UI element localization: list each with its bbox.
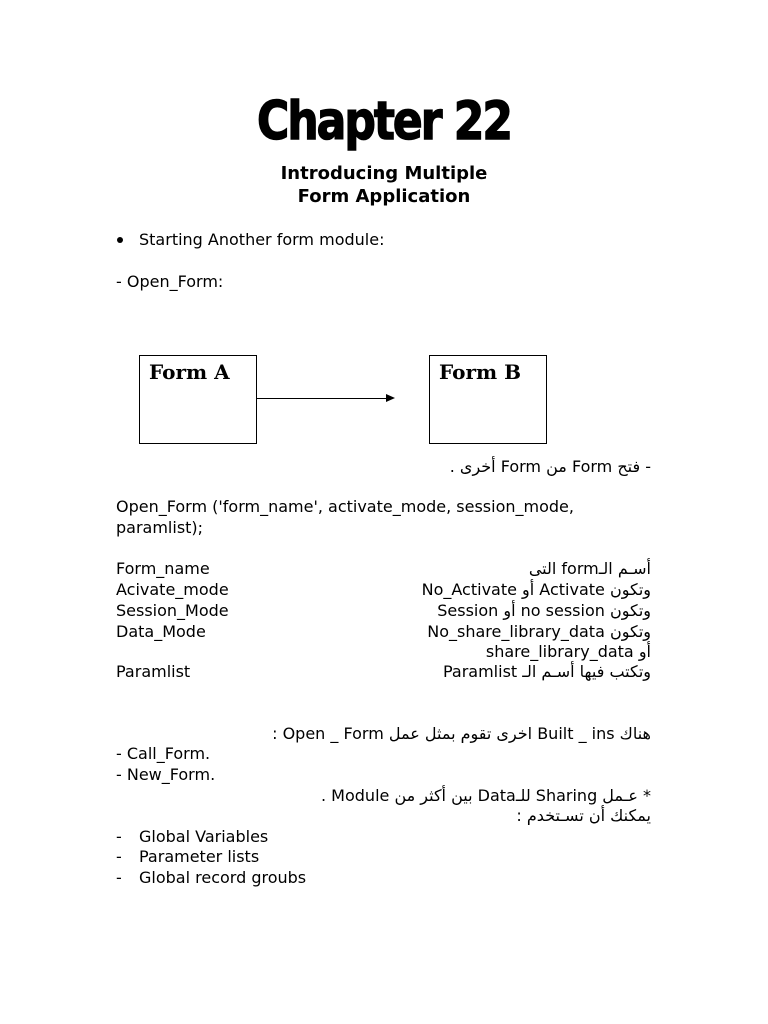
open-form-heading: - Open_Form: <box>116 272 224 291</box>
method-item: Parameter lists <box>139 847 260 866</box>
dash-marker: - <box>116 847 122 866</box>
call-form-item: - Call_Form. <box>116 744 211 763</box>
arabic-open-form: - فتح Form من Form أخرى . <box>449 457 651 476</box>
dash-marker: - <box>116 827 122 846</box>
chapter-title: Chapter 22 <box>257 90 511 152</box>
param-name: Acivate_mode <box>116 580 229 599</box>
subtitle-line-2: Form Application <box>297 186 471 207</box>
param-name: Form_name <box>116 559 210 578</box>
bullet-text: Starting Another form module: <box>139 230 385 249</box>
can-use-note: يمكنك أن تسـتخدم : <box>516 806 651 825</box>
dash-marker: - <box>116 868 122 887</box>
arrow-line <box>256 398 386 399</box>
param-desc: أسـم الـform التى <box>528 559 651 578</box>
builtins-note: هناك Built _ ins اخرى تقوم بمثل عمل Open _ Form : <box>272 724 651 743</box>
method-item: Global Variables <box>139 827 269 846</box>
form-b-label: Form B <box>439 360 522 384</box>
syntax-line-2: paramlist); <box>116 518 204 537</box>
param-desc: أو share_library_data <box>485 642 651 661</box>
param-desc: وتكون No_share_library_data <box>427 622 651 641</box>
arrow-head-icon <box>386 394 395 402</box>
subtitle-line-1: Introducing Multiple <box>280 163 488 184</box>
param-desc: وتكون Activate أو No_Activate <box>421 580 651 599</box>
new-form-item: - New_Form. <box>116 765 216 784</box>
bullet-icon <box>117 237 123 243</box>
form-a-label: Form A <box>149 360 230 384</box>
param-name: Session_Mode <box>116 601 229 620</box>
method-item: Global record groubs <box>139 868 307 887</box>
param-desc: وتكون no session أو Session <box>437 601 651 620</box>
syntax-line-1: Open_Form ('form_name', activate_mode, session_mode, <box>116 497 574 516</box>
param-name: Data_Mode <box>116 622 206 641</box>
param-name: Paramlist <box>116 662 191 681</box>
param-desc: وتكتب فيها أسـم الـ Paramlist <box>442 662 651 681</box>
sharing-note: * عـمل Sharing للـData بين أكثر من Module . <box>321 786 651 805</box>
